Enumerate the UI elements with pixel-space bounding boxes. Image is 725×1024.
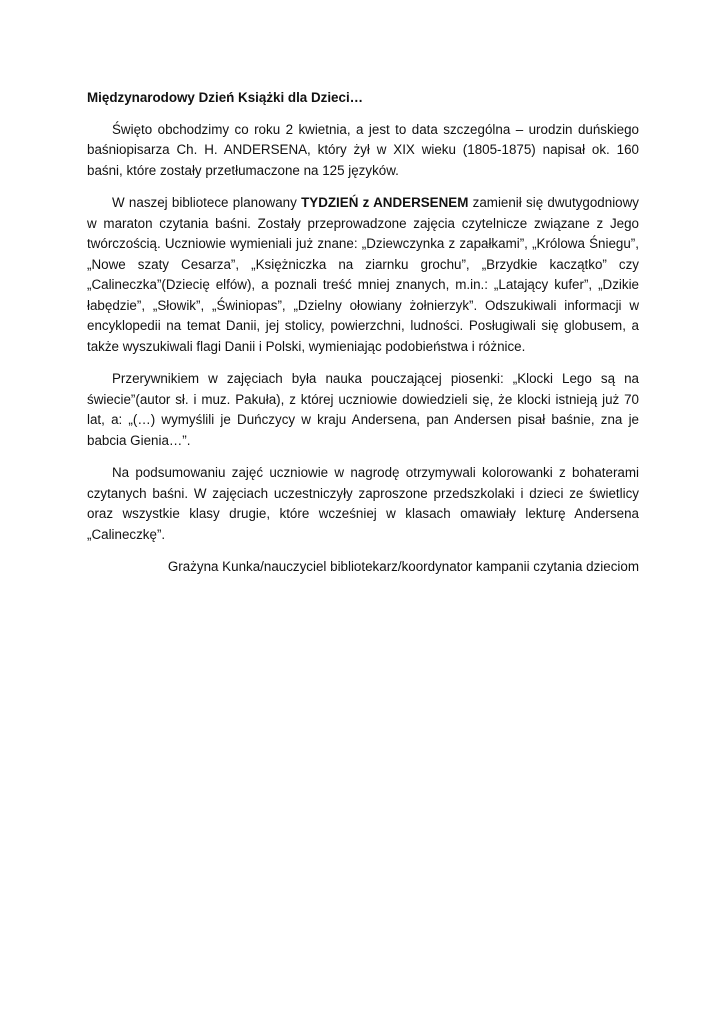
andersen-week-highlight: TYDZIEŃ z ANDERSENEM (301, 195, 469, 210)
document-page (87, 88, 639, 578)
document-title: Międzynarodowy Dzień Książki dla Dzieci… (87, 90, 364, 105)
paragraph-birthday: Święto obchodzimy co roku 2 kwietnia, a jest to data szczególna – urodzin duńskiego baśniopisarza Ch. H. ANDERSENA, który żył w XIX wieku (1805-1875) napisał ok. 160 baśni, które zostały przetłumaczone na 125 języków. (87, 121, 639, 178)
paragraph-lego-song: Przerywnikiem w zajęciach była nauka pouczającej piosenki: „Klocki Lego są na świecie”(autor sł. i muz. Pakuła), z której uczniowie dowiedzieli się, że klocki istnieją już 70 lat, a: „(…) wymyślili je Duńczycy w kraju Andersena, pan Andersen pisał baśnie, zna je babcia Gienia…”. (87, 371, 639, 448)
paragraph-summary: Na podsumowaniu zajęć uczniowie w nagrodę otrzymywali kolorowanki z bohaterami czytanych baśni. W zajęciach uczestniczyły zaproszone przedszkolaki i dzieci ze świetlicy oraz wszystkie klasy drugie, które wcześniej w klasach omawiały lekturę Andersena „Calineczkę”. (87, 465, 639, 542)
paragraph-andersen-week (87, 193, 639, 357)
signature: Grażyna Kunka/nauczyciel bibliotekarz/koordynator kampanii czytania dzieciom (167, 559, 639, 574)
paragraph-andersen-week-body: zamienił się dwutygodniowy w maraton czytania baśni. Zostały przeprowadzone zajęcia czytelnicze związane z Jego twórczością. Uczniowie wymieniali już znane: „Dziewczynka z zapałkami”, „Królowa Śniegu”, „Nowe szaty Cesarza”, „Księżniczka na ziarnku grochu”, „Brzydkie kaczątko” czy „Calineczka”(Dziecię elfów), a poznali treść mniej znanych, m.in.: „Latający kufer”, „Dzikie łabędzie”, „Słowik”, „Świniopas”, „Dzielny ołowiany żołnierzyk”. Odszukiwali informacji w encyklopedii na temat Danii, jej stolicy, powierzchni, ludności. Posługiwali się globusem, a także wyszukiwali flagi Danii i Polski, wymieniając podobieństwa i różnice. (87, 195, 639, 354)
paragraph-andersen-week-intro: W naszej bibliotece planowany (112, 195, 302, 210)
